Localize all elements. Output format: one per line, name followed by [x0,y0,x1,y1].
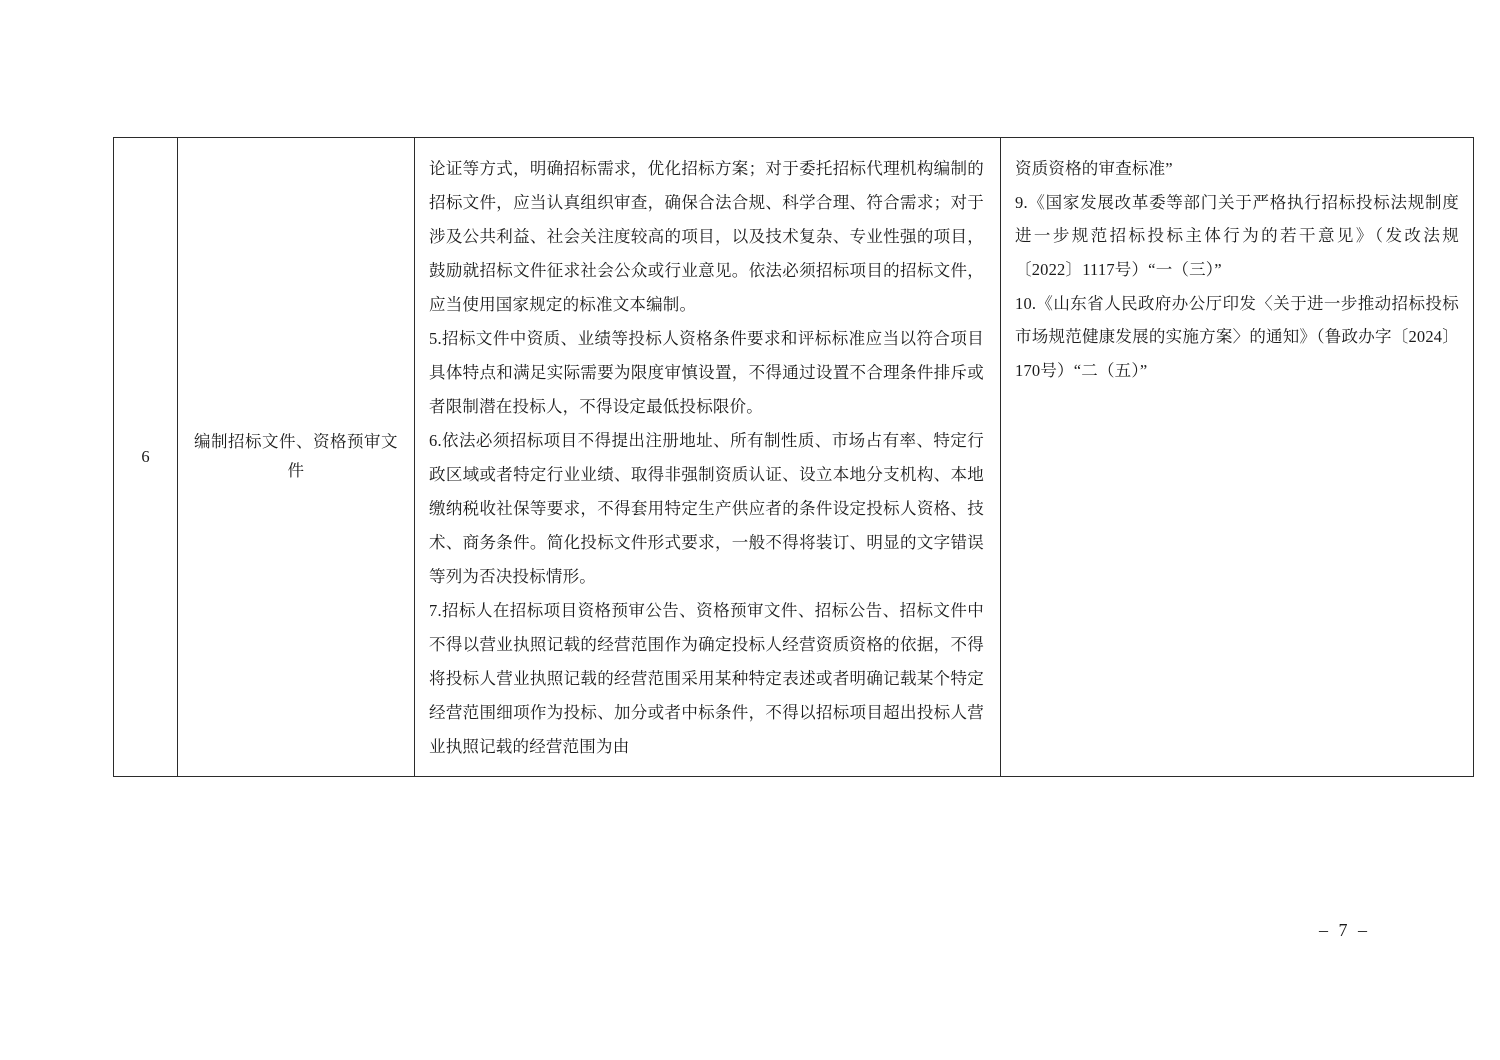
content-paragraph: 7.招标人在招标项目资格预审公告、资格预审文件、招标公告、招标文件中不得以营业执照记载的经营范围作为确定投标人经营资质资格的依据，不得将投标人营业执照记载的经营范围采用某种特定表述或者明确记载某个特定经营范围细项作为投标、加分或者中标条件，不得以招标项目超出投标人营业执照记载的经营范围为由 [429,600,984,756]
row-number-cell [114,138,178,777]
requirements-table [113,137,1474,777]
table-row [114,138,1474,777]
basis-paragraph: 9.《国家发展改革委等部门关于严格执行招标投标法规制度进一步规范招标投标主体行为的若干意见》（发改法规〔2022〕1117号）“一（三）” [1015,192,1459,279]
basis-body [1015,152,1459,388]
content-body [429,152,984,764]
content-paragraph: 论证等方式，明确招标需求，优化招标方案；对于委托招标代理机构编制的招标文件，应当认真组织审查，确保合法合规、科学合理、符合需求；对于涉及公共利益、社会关注度较高的项目，以及技术复杂、专业性强的项目，鼓励就招标文件征求社会公众或行业意见。依法必须招标项目的招标文件，应当使用国家规定的标准文本编制。 [429,159,984,314]
content-paragraph: 5.招标文件中资质、业绩等投标人资格条件要求和评标标准应当以符合项目具体特点和满足实际需要为限度审慎设置，不得通过设置不合理条件排斥或者限制潜在投标人，不得设定最低投标限价。 [429,328,984,416]
stage-label: 编制招标文件、资格预审文件 [194,431,398,480]
basis-cell [1001,138,1474,777]
content-paragraph: 6.依法必须招标项目不得提出注册地址、所有制性质、市场占有率、特定行政区域或者特定行业业绩、取得非强制资质认证、设立本地分支机构、本地缴纳税收社保等要求，不得套用特定生产供应者的条件设定投标人资格、技术、商务条件。简化投标文件形式要求，一般不得将装订、明显的文字错误等列为否决投标情形。 [429,430,984,586]
basis-paragraph: 资质资格的审查标准” [1015,159,1173,178]
stage-cell [178,138,415,777]
row-number: 6 [141,446,150,466]
page-number: – 7 – [1319,920,1370,940]
content-cell [415,138,1001,777]
basis-paragraph: 10.《山东省人民政府办公厅印发〈关于进一步推动招标投标市场规范健康发展的实施方案〉的通知》（鲁政办字〔2024〕170号）“二（五）” [1015,293,1459,380]
